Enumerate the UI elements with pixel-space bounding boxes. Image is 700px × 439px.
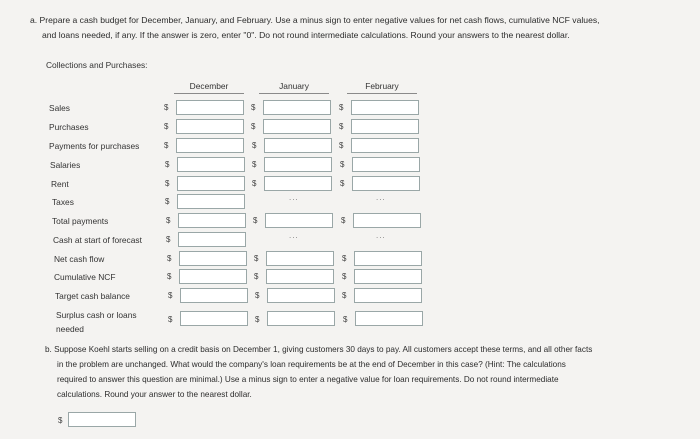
row-label-cash-at-start: Cash at start of forecast — [53, 235, 142, 245]
column-header-january: January — [259, 81, 329, 94]
feb-target-cash-input[interactable] — [354, 288, 422, 303]
row-label-surplus-cash-or-loans-needed: Surplus cash or loans needed — [56, 310, 137, 334]
dollar-sign: $ — [58, 416, 63, 425]
dollar-sign: $ — [168, 291, 173, 300]
jan-sales-input[interactable] — [263, 100, 331, 115]
feb-rent-input[interactable] — [352, 176, 420, 191]
dec-cumulative-ncf-input[interactable] — [179, 269, 247, 284]
dollar-sign: $ — [343, 315, 348, 324]
row-label-cumulative-ncf: Cumulative NCF — [54, 272, 116, 282]
dollar-sign: $ — [254, 254, 259, 263]
dollar-sign: $ — [165, 197, 170, 206]
feb-payments-input[interactable] — [351, 138, 419, 153]
dec-net-cash-flow-input[interactable] — [179, 251, 247, 266]
dollar-sign: $ — [252, 160, 257, 169]
dollar-sign: $ — [341, 216, 346, 225]
dec-surplus-input[interactable] — [180, 311, 248, 326]
dollar-sign: $ — [164, 122, 169, 131]
dots-placeholder: ... — [289, 231, 299, 240]
feb-total-payments-input[interactable] — [353, 213, 421, 228]
jan-total-payments-input[interactable] — [265, 213, 333, 228]
section-title: Collections and Purchases: — [46, 60, 148, 70]
dollar-sign: $ — [255, 291, 260, 300]
dots-placeholder: ... — [289, 193, 299, 202]
dec-cash-start-input[interactable] — [178, 232, 246, 247]
jan-salaries-input[interactable] — [264, 157, 332, 172]
jan-rent-input[interactable] — [264, 176, 332, 191]
dollar-sign: $ — [164, 103, 169, 112]
row-label-payments-for-purchases: Payments for purchases — [49, 141, 140, 151]
dollar-sign: $ — [342, 291, 347, 300]
dollar-sign: $ — [255, 315, 260, 324]
jan-target-cash-input[interactable] — [267, 288, 335, 303]
jan-cumulative-ncf-input[interactable] — [266, 269, 334, 284]
dec-sales-input[interactable] — [176, 100, 244, 115]
row-label-sales: Sales — [49, 103, 70, 113]
dollar-sign: $ — [167, 254, 172, 263]
feb-net-cash-flow-input[interactable] — [354, 251, 422, 266]
dollar-sign: $ — [342, 254, 347, 263]
dollar-sign: $ — [252, 179, 257, 188]
dec-rent-input[interactable] — [177, 176, 245, 191]
column-header-february: February — [347, 81, 417, 94]
dollar-sign: $ — [165, 160, 170, 169]
instructions-a-line1: a. Prepare a cash budget for December, January, and February. Use a minus sign to enter negative values for net cash flows, cumulative NCF values, — [30, 15, 600, 25]
dollar-sign: $ — [342, 272, 347, 281]
instructions-b-line2: in the problem are unchanged. What would the company's loan requirements be at the end of December in this case? (Hint: The calculations — [57, 360, 566, 369]
dollar-sign: $ — [340, 160, 345, 169]
dollar-sign: $ — [339, 141, 344, 150]
instructions-b-line3: required to answer this question are minimal.) Use a minus sign to enter a negative value for loan requirements. Do not round intermediate — [57, 375, 559, 384]
dollar-sign: $ — [168, 315, 173, 324]
column-header-december: December — [174, 81, 244, 94]
row-label-target-cash-balance: Target cash balance — [55, 291, 130, 301]
instructions-b-line4: calculations. Round your answer to the nearest dollar. — [57, 390, 252, 399]
dollar-sign: $ — [166, 235, 171, 244]
dec-target-cash-input[interactable] — [180, 288, 248, 303]
feb-cumulative-ncf-input[interactable] — [354, 269, 422, 284]
dollar-sign: $ — [165, 179, 170, 188]
dollar-sign: $ — [340, 179, 345, 188]
feb-sales-input[interactable] — [351, 100, 419, 115]
loan-requirements-input[interactable] — [68, 412, 136, 427]
jan-payments-input[interactable] — [264, 138, 332, 153]
dollar-sign: $ — [166, 216, 171, 225]
feb-salaries-input[interactable] — [352, 157, 420, 172]
dots-placeholder: ... — [376, 231, 386, 240]
dollar-sign: $ — [167, 272, 172, 281]
instructions-a-line2: and loans needed, if any. If the answer is zero, enter "0". Do not round intermediate calculations. Round your answers to the nearest dollar. — [42, 30, 570, 40]
dollar-sign: $ — [164, 141, 169, 150]
row-label-total-payments: Total payments — [52, 216, 109, 226]
feb-surplus-input[interactable] — [355, 311, 423, 326]
row-label-net-cash-flow: Net cash flow — [54, 254, 105, 264]
row-label-purchases: Purchases — [49, 122, 89, 132]
jan-net-cash-flow-input[interactable] — [266, 251, 334, 266]
jan-purchases-input[interactable] — [263, 119, 331, 134]
dollar-sign: $ — [254, 272, 259, 281]
dots-placeholder: ... — [376, 193, 386, 202]
dec-payments-input[interactable] — [176, 138, 244, 153]
feb-purchases-input[interactable] — [351, 119, 419, 134]
dec-taxes-input[interactable] — [177, 194, 245, 209]
row-label-salaries: Salaries — [50, 160, 81, 170]
dollar-sign: $ — [251, 103, 256, 112]
dollar-sign: $ — [339, 103, 344, 112]
dollar-sign: $ — [251, 122, 256, 131]
dec-purchases-input[interactable] — [176, 119, 244, 134]
dec-total-payments-input[interactable] — [178, 213, 246, 228]
dollar-sign: $ — [253, 216, 258, 225]
dollar-sign: $ — [339, 122, 344, 131]
row-label-taxes: Taxes — [52, 197, 74, 207]
instructions-b-line1: b. Suppose Koehl starts selling on a credit basis on December 1, giving customers 30 days to pay. All customers accept these terms, and all other facts — [45, 345, 593, 354]
jan-surplus-input[interactable] — [267, 311, 335, 326]
dec-salaries-input[interactable] — [177, 157, 245, 172]
dollar-sign: $ — [252, 141, 257, 150]
row-label-rent: Rent — [51, 179, 69, 189]
